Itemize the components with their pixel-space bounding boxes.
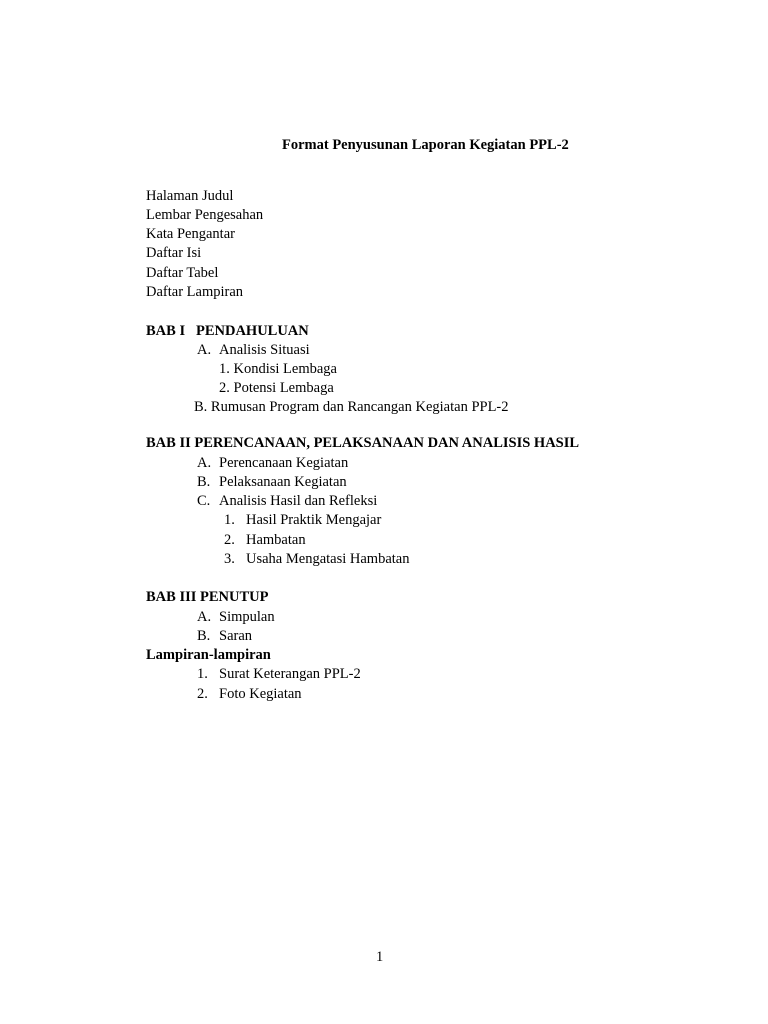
- list-item: [197, 665, 361, 684]
- list-marker: 2.: [224, 532, 235, 548]
- list-marker: B.: [194, 399, 208, 415]
- front-matter-item: Kata Pengantar: [146, 226, 235, 242]
- page-number: 1: [376, 949, 384, 965]
- front-matter-item: Halaman Judul: [146, 188, 234, 204]
- list-text: Analisis Situasi: [219, 342, 310, 358]
- list-item: [224, 531, 306, 550]
- lampiran-heading: Lampiran-lampiran: [146, 647, 271, 663]
- front-matter-item: Daftar Lampiran: [146, 284, 244, 300]
- list-marker: B.: [197, 628, 211, 644]
- list-text: Saran: [219, 628, 253, 644]
- bab1-title: PENDAHULUAN: [195, 323, 309, 339]
- list-text: Pelaksanaan Kegiatan: [219, 474, 347, 490]
- front-matter-item: Lembar Pengesahan: [146, 207, 264, 223]
- list-text: Surat Keterangan PPL-2: [219, 666, 361, 682]
- list-text: Simpulan: [219, 609, 275, 625]
- list-item: [197, 492, 377, 511]
- list-marker: C.: [197, 493, 211, 509]
- list-item: [194, 398, 509, 417]
- list-text: Rumusan Program dan Rancangan Kegiatan PPL-2: [210, 399, 509, 415]
- list-text: Hambatan: [246, 532, 306, 548]
- list-item: [197, 454, 348, 473]
- list-marker: 2.: [219, 380, 230, 396]
- list-marker: 1.: [224, 512, 235, 528]
- list-item: [197, 685, 302, 704]
- bab1-heading: [146, 322, 309, 341]
- list-marker: A.: [197, 342, 212, 358]
- list-item: [197, 473, 347, 492]
- front-matter-item: Daftar Tabel: [146, 265, 219, 281]
- list-marker: 2.: [197, 686, 208, 702]
- list-text: Analisis Hasil dan Refleksi: [219, 493, 378, 509]
- list-marker: 3.: [224, 551, 235, 567]
- bab2-heading: BAB II PERENCANAAN, PELAKSANAAN DAN ANALISIS HASIL: [146, 435, 580, 451]
- list-item: [219, 360, 337, 379]
- bab3-heading: BAB III PENUTUP: [146, 589, 269, 605]
- list-marker: B.: [197, 474, 211, 490]
- list-item: [219, 379, 334, 398]
- list-item: [224, 511, 381, 530]
- document-title: Format Penyusunan Laporan Kegiatan PPL-2: [282, 137, 569, 153]
- list-text: Foto Kegiatan: [219, 686, 302, 702]
- list-item: [197, 627, 252, 646]
- list-item: [197, 341, 310, 360]
- list-text: Kondisi Lembaga: [233, 361, 337, 377]
- list-text: Usaha Mengatasi Hambatan: [246, 551, 410, 567]
- list-marker: A.: [197, 455, 212, 471]
- front-matter-item: Daftar Isi: [146, 245, 202, 261]
- list-marker: 1.: [197, 666, 208, 682]
- list-item: [197, 608, 275, 627]
- list-text: Hasil Praktik Mengajar: [246, 512, 382, 528]
- list-text: Perencanaan Kegiatan: [219, 455, 349, 471]
- bab1-number: BAB I: [146, 323, 186, 339]
- list-item: [224, 550, 409, 569]
- list-marker: 1.: [219, 361, 230, 377]
- list-text: Potensi Lembaga: [233, 380, 334, 396]
- list-marker: A.: [197, 609, 212, 625]
